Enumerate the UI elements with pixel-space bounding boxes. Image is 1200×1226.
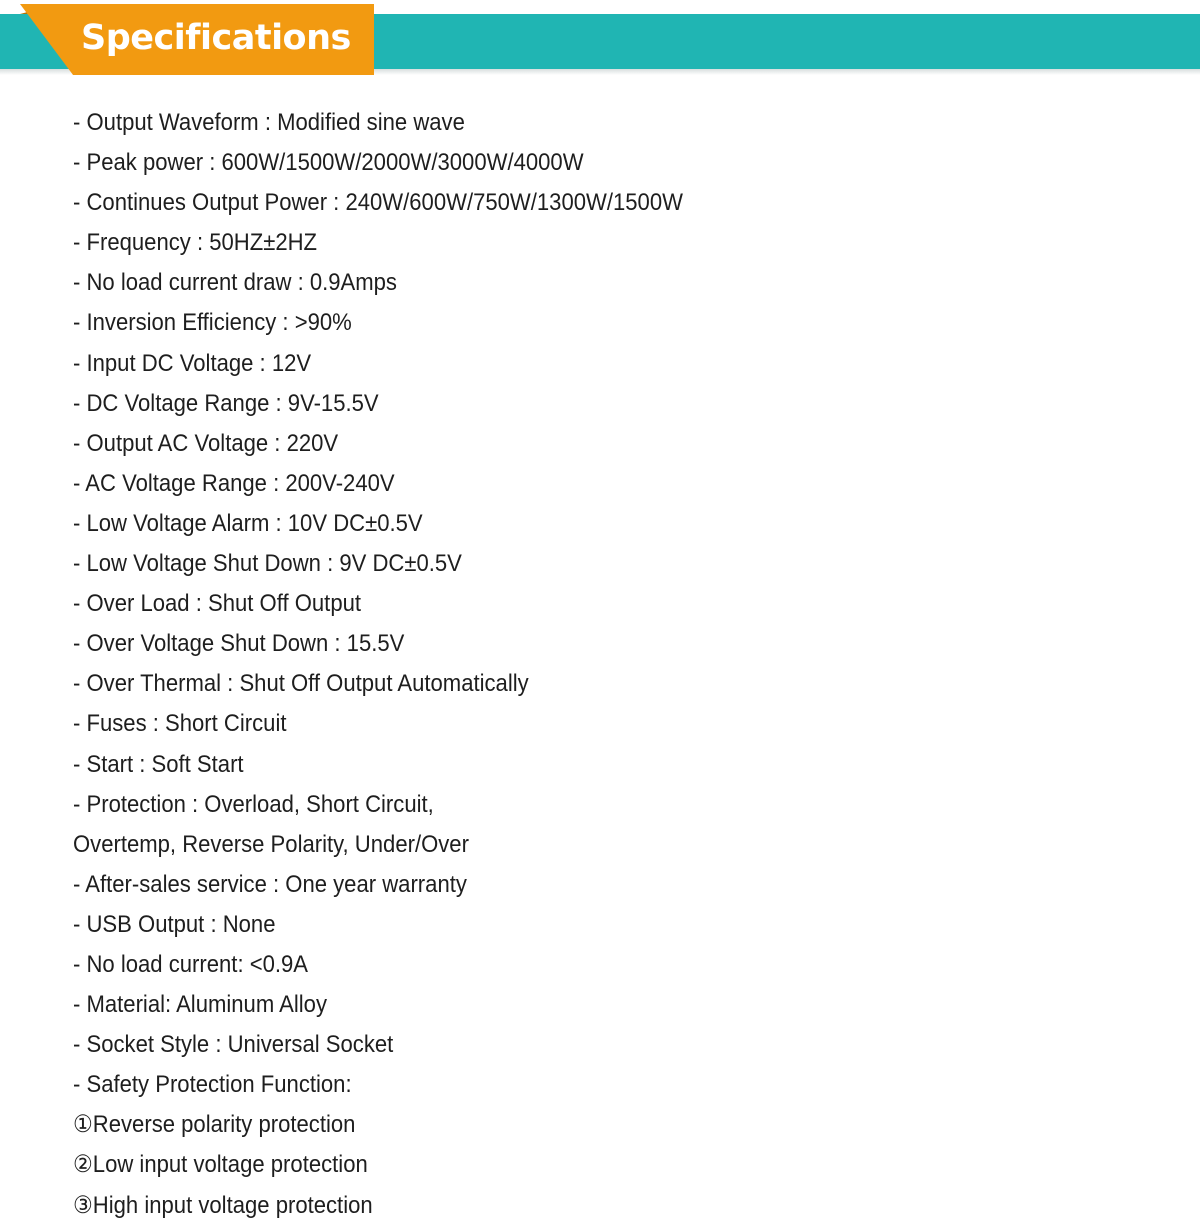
spec-fuses: - Fuses : Short Circuit bbox=[73, 710, 287, 738]
spec-output-ac-voltage: - Output AC Voltage : 220V bbox=[73, 429, 339, 457]
spec-dc-voltage-range: - DC Voltage Range : 9V-15.5V bbox=[73, 389, 379, 417]
spec-low-voltage-alarm: - Low Voltage Alarm : 10V DC±0.5V bbox=[73, 509, 423, 537]
spec-socket-style: - Socket Style : Universal Socket bbox=[73, 1031, 394, 1059]
specification-list bbox=[73, 103, 736, 1226]
spec-over-voltage-shutdown: - Over Voltage Shut Down : 15.5V bbox=[73, 630, 405, 658]
spec-safety-protection-function: - Safety Protection Function: bbox=[73, 1071, 352, 1099]
spec-protection: - Protection : Overload, Short Circuit, bbox=[73, 790, 434, 818]
spec-protection-continued: Overtemp, Reverse Polarity, Under/Over bbox=[73, 830, 469, 858]
spec-low-input-voltage-protection: ②Low input voltage protection bbox=[73, 1151, 368, 1179]
spec-usb-output: - USB Output : None bbox=[73, 910, 276, 938]
spec-ac-voltage-range: - AC Voltage Range : 200V-240V bbox=[73, 469, 395, 497]
spec-input-dc-voltage: - Input DC Voltage : 12V bbox=[73, 349, 312, 377]
spec-over-thermal: - Over Thermal : Shut Off Output Automatically bbox=[73, 670, 529, 698]
spec-low-voltage-shutdown: - Low Voltage Shut Down : 9V DC±0.5V bbox=[73, 550, 462, 578]
spec-inversion-efficiency: - Inversion Efficiency : >90% bbox=[73, 309, 352, 337]
spec-material: - Material: Aluminum Alloy bbox=[73, 991, 328, 1019]
spec-no-load-current: - No load current: <0.9A bbox=[73, 950, 309, 978]
spec-after-sales-service: - After-sales service : One year warranty bbox=[73, 870, 467, 898]
spec-high-input-voltage-protection: ③High input voltage protection bbox=[73, 1191, 373, 1219]
spec-reverse-polarity-protection: ①Reverse polarity protection bbox=[73, 1111, 356, 1139]
page-title: Specifications bbox=[81, 18, 351, 58]
spec-peak-power: - Peak power : 600W/1500W/2000W/3000W/4000W bbox=[73, 149, 584, 177]
spec-output-waveform: - Output Waveform : Modified sine wave bbox=[73, 109, 465, 136]
spec-over-load: - Over Load : Shut Off Output bbox=[73, 590, 362, 618]
spec-start: - Start : Soft Start bbox=[73, 750, 244, 778]
spec-continuous-output-power: - Continues Output Power : 240W/600W/750W/1300W/1500W bbox=[73, 189, 683, 217]
spec-frequency: - Frequency : 50HZ±2HZ bbox=[73, 229, 318, 257]
spec-no-load-current-draw: - No load current draw : 0.9Amps bbox=[73, 269, 397, 297]
